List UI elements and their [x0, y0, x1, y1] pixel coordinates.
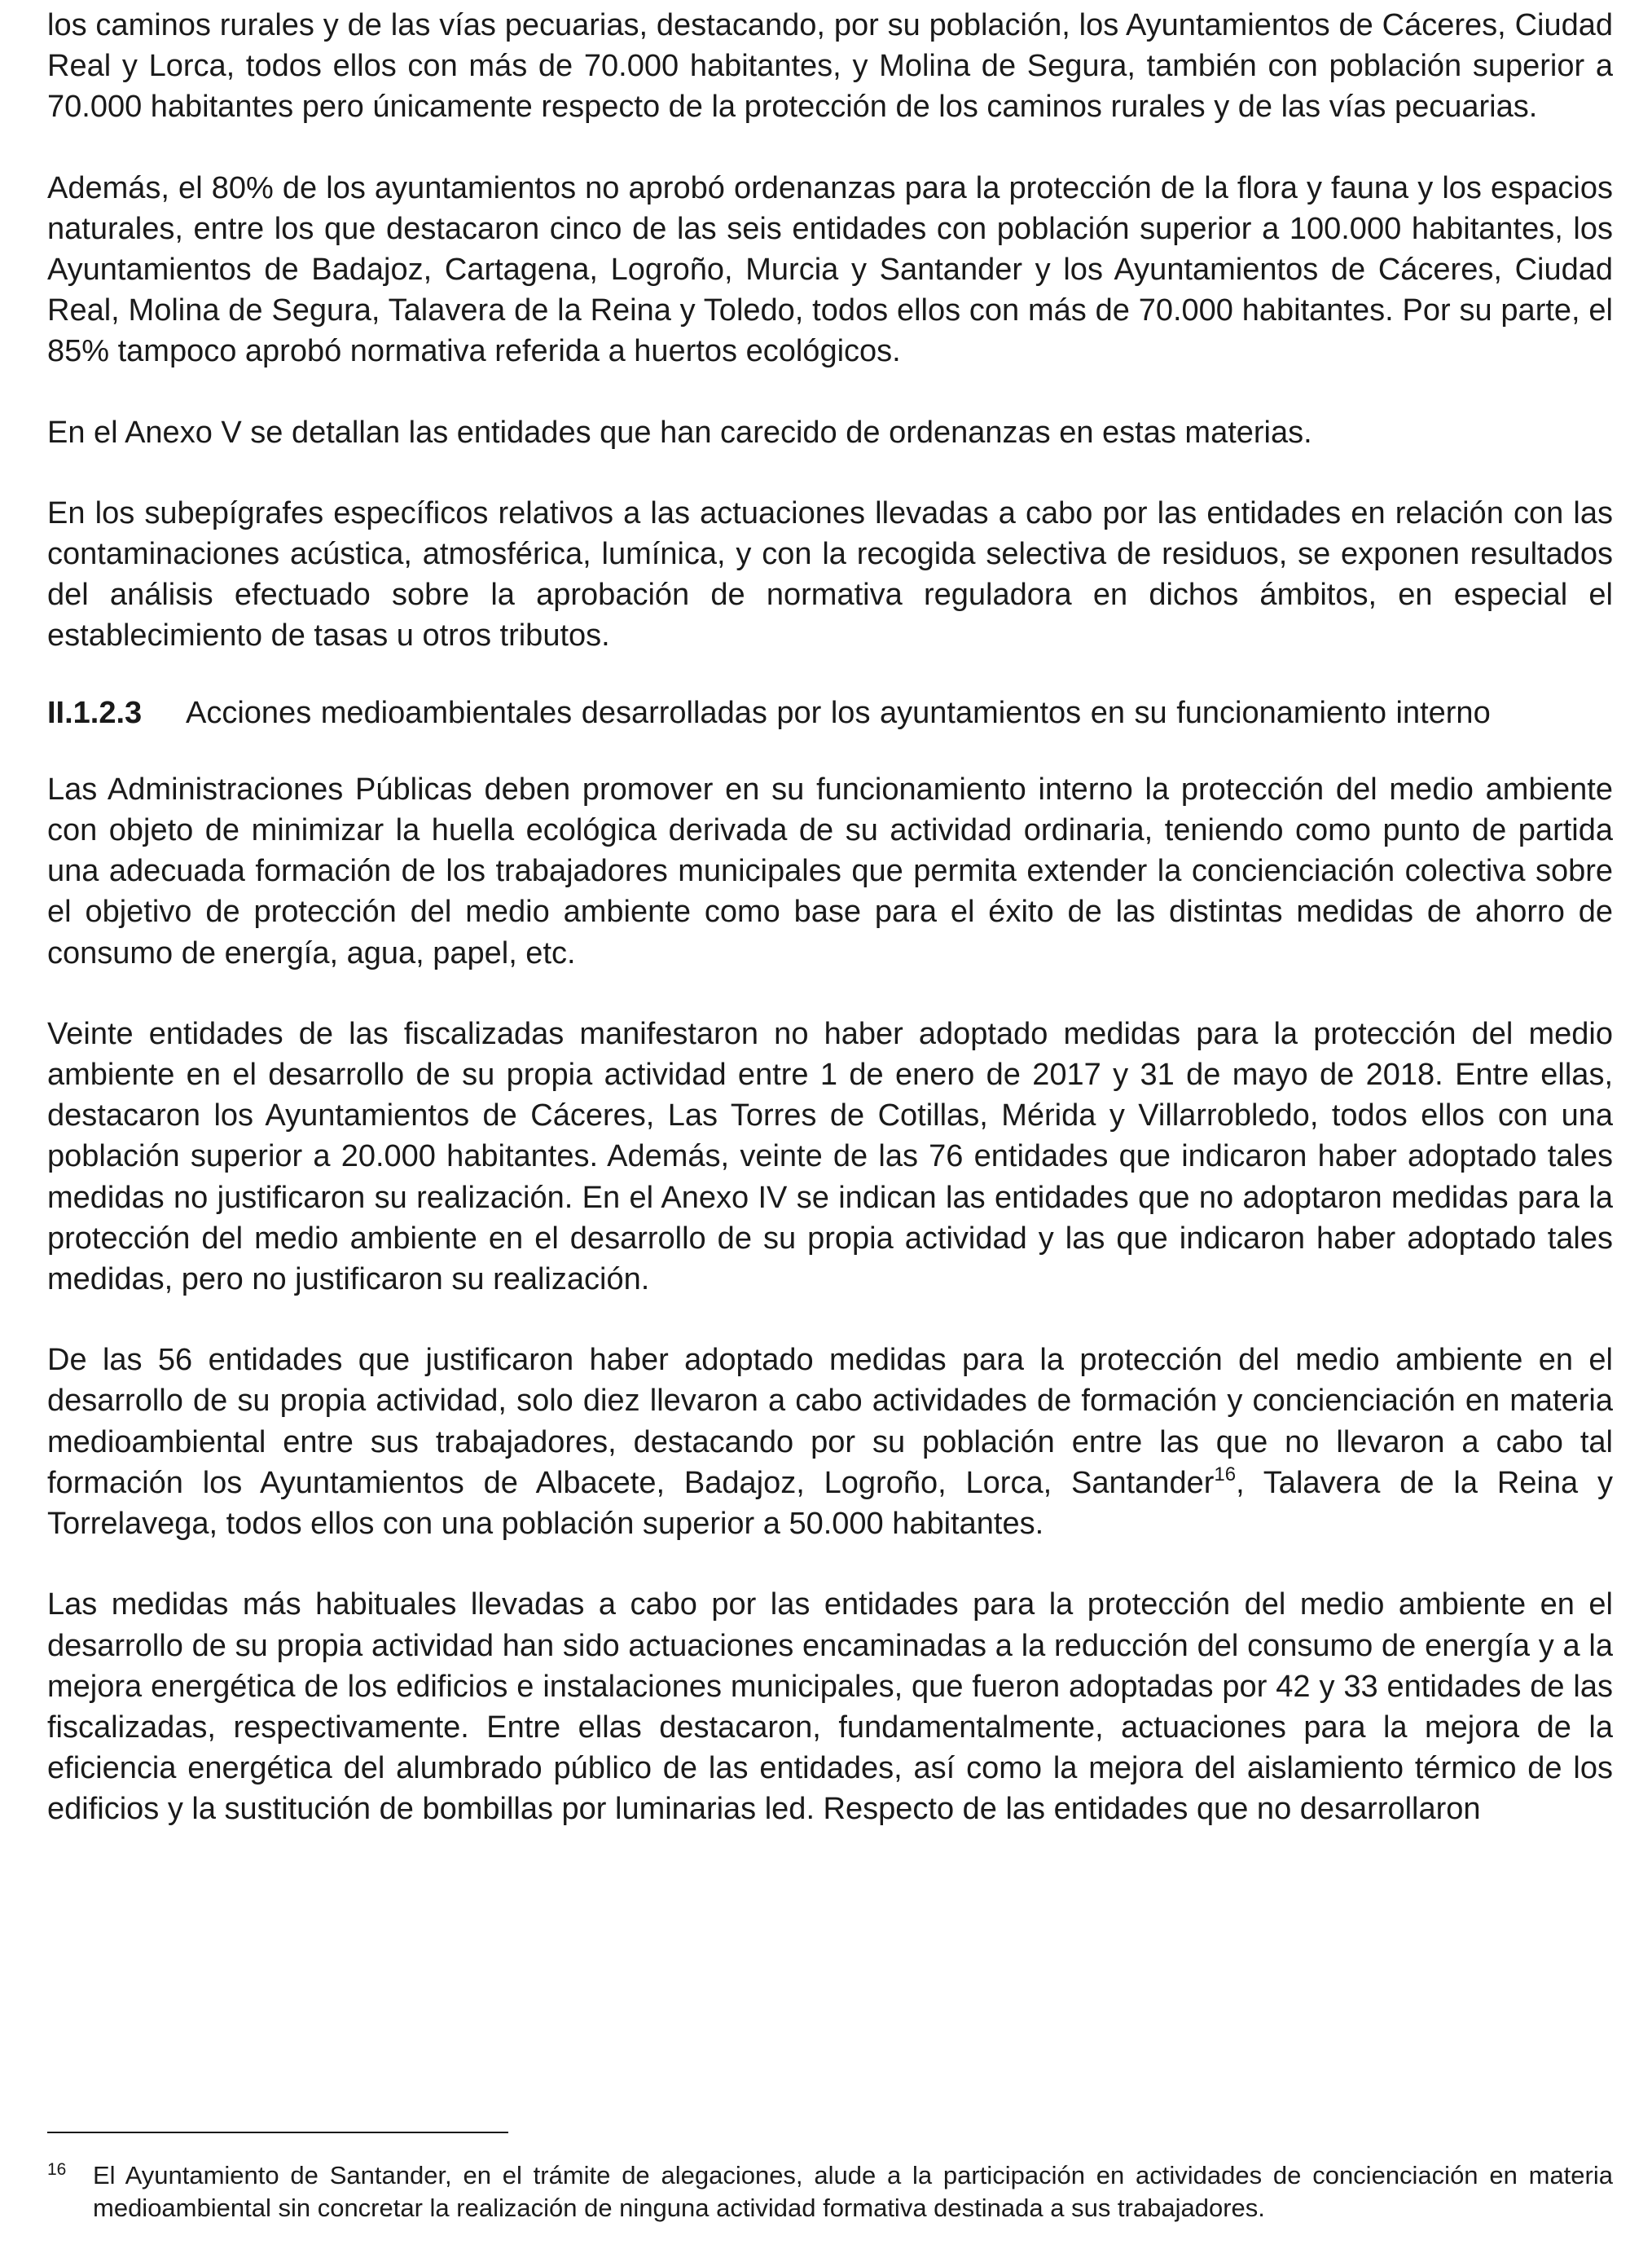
- paragraph: Además, el 80% de los ayuntamientos no aprobó ordenanzas para la protección de la flora y fauna y los espacios naturales, entre los que destacaron cinco de las seis entidades con población superior a 100.000 habitantes, los Ayuntamientos de Badajoz, Cartagena, Logroño, Murcia y Santander y los Ayuntamientos de Cáceres, Ciudad Real, Molina de Segura, Talavera de la Reina y Toledo, todos ellos con más de 70.000 habitantes. Por su parte, el 85% tampoco aprobó normativa referida a huertos ecológicos.: [47, 170, 1613, 369]
- footnote-number: 16: [47, 2160, 67, 2179]
- section-number: II.1.2.3: [47, 695, 143, 730]
- section-heading: [47, 693, 1613, 733]
- paragraph: En el Anexo V se detallan las entidades que han carecido de ordenanzas en estas materias.: [47, 415, 1312, 450]
- paragraph-text: , Talavera de la Reina y Torrelavega, todos ellos con una población superior a 50.000 habitantes.: [47, 1465, 1614, 1542]
- paragraph: Veinte entidades de las fiscalizadas manifestaron no haber adoptado medidas para la protección del medio ambiente en el desarrollo de su propia actividad entre 1 de enero de 2017 y 31 de mayo de 2018. Entre ellas, destacaron los Ayuntamientos de Cáceres, Las Torres de Cotillas, Mérida y Villarrobledo, todos ellos con una población superior a 20.000 habitantes. Además, veinte de las 76 entidades que indicaron haber adoptado tales medidas no justificaron su realización. En el Anexo IV se indican las entidades que no adoptaron medidas para la protección del medio ambiente en el desarrollo de su propia actividad y las que indicaron haber adoptado tales medidas, pero no justificaron su realización.: [47, 1016, 1613, 1297]
- section-title: Acciones medioambientales desarrolladas por los ayuntamientos en su funcionamiento interno: [186, 695, 1491, 730]
- footnote-separator: [47, 2132, 508, 2133]
- paragraph: Las Administraciones Públicas deben promover en su funcionamiento interno la protección del medio ambiente con objeto de minimizar la huella ecológica derivada de su actividad ordinaria, teniendo como punto de partida una adecuada formación de los trabajadores municipales que permita extender la concienciación colectiva sobre el objetivo de protección del medio ambiente como base para el éxito de las distintas medidas de ahorro de consumo de energía, agua, papel, etc.: [47, 772, 1613, 970]
- paragraph-with-footnote: [47, 1340, 1613, 1544]
- paragraph: En los subepígrafes específicos relativos a las actuaciones llevadas a cabo por las entidades en relación con las contaminaciones acústica, atmosférica, lumínica, y con la recogida selectiva de residuos, se exponen resultados del análisis efectuado sobre la aprobación de normativa reguladora en dichos ámbitos, en especial el establecimiento de tasas u otros tributos.: [47, 495, 1613, 654]
- paragraph: Las medidas más habituales llevadas a cabo por las entidades para la protección del medio ambiente en el desarrollo de su propia actividad han sido actuaciones encaminadas a la reducción del consumo de energía y a la mejora energética de los edificios e instalaciones municipales, que fueron adoptadas por 42 y 33 entidades de las fiscalizadas, respectivamente. Entre ellas destacaron, fundamentalmente, actuaciones para la mejora de la eficiencia energética del alumbrado público de las entidades, así como la mejora del aislamiento térmico de los edificios y la sustitución de bombillas por luminarias led. Respecto de las entidades que no desarrollaron: [47, 1587, 1613, 1827]
- paragraph: los caminos rurales y de las vías pecuarias, destacando, por su población, los Ayuntamientos de Cáceres, Ciudad Real y Lorca, todos ellos con más de 70.000 habitantes, y Molina de Segura, también con población superior a 70.000 habitantes pero únicamente respecto de la protección de los caminos rurales y de las vías pecuarias.: [47, 8, 1613, 125]
- footnote-text: El Ayuntamiento de Santander, en el trámite de alegaciones, alude a la participación en actividades de concienciación en materia medioambiental sin concretar la realización de ninguna actividad formativa destinada a sus trabajadores.: [93, 2161, 1613, 2222]
- footnote: [47, 2159, 1613, 2225]
- paragraph-text: De las 56 entidades que justificaron haber adoptado medidas para la protección del medio ambiente en el desarrollo de su propia actividad, solo diez llevaron a cabo actividades de formación y concienciación en materia medioambiental entre sus trabajadores, destacando por su población entre las que no llevaron a cabo tal formación los Ayuntamientos de Albacete, Badajoz, Logroño, Lorca, Santander: [47, 1343, 1613, 1500]
- footnote-reference[interactable]: 16: [1214, 1463, 1237, 1485]
- document-page: [47, 5, 1613, 1830]
